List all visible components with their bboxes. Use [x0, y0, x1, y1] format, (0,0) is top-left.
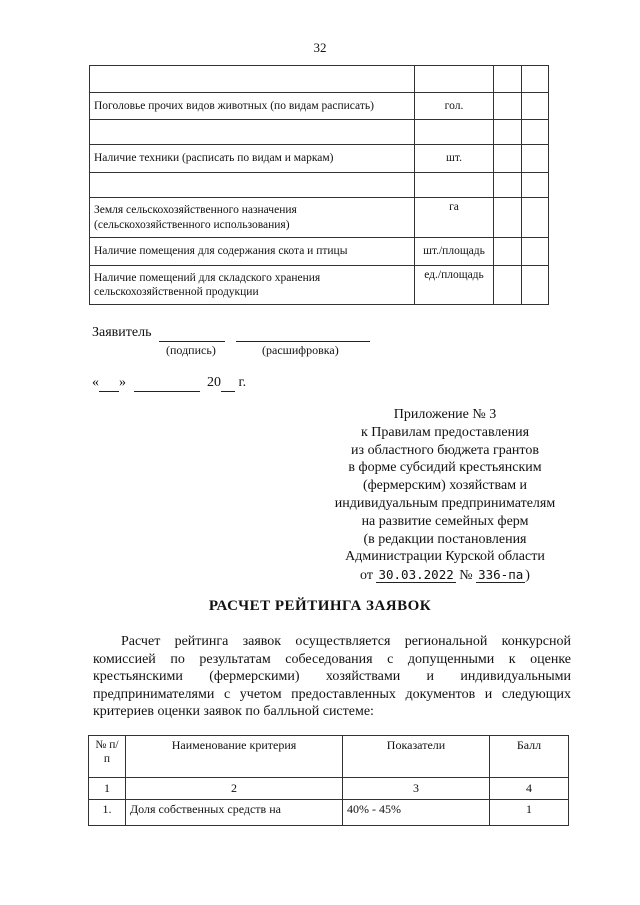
table-cell [90, 173, 415, 198]
year-prefix: 20 [207, 375, 221, 390]
table-row [90, 198, 549, 238]
table-cell: Поголовье прочих видов животных (по видам расписать) [90, 93, 415, 120]
table-cell: шт./площадь [415, 238, 494, 266]
appendix-line: Администрации Курской области [345, 549, 545, 565]
close-paren: ) [525, 568, 530, 584]
table-cell [494, 173, 522, 198]
appendix-header [320, 406, 570, 585]
row-score: 1 [490, 800, 569, 826]
table-cell: га [415, 198, 494, 238]
table-row [90, 238, 549, 266]
table-index-row [89, 778, 569, 800]
decree-number: 336-па [478, 567, 524, 583]
row-indicators: 40% - 45% [343, 800, 490, 826]
date-prefix: от [360, 568, 373, 584]
appendix-line: из областного бюджета грантов [351, 442, 539, 458]
table-cell [521, 66, 549, 93]
table-cell: ед./площадь [415, 266, 494, 305]
table-cell [494, 238, 522, 266]
table-cell [494, 66, 522, 93]
table-cell [521, 198, 549, 238]
appendix-line: (фермерским) хозяйствам и [362, 478, 528, 494]
appendix-line: Приложение № 3 [393, 407, 497, 422]
year-blank [221, 375, 235, 392]
table-cell [521, 145, 549, 173]
index-criterion: 2 [126, 778, 343, 800]
index-score: 4 [490, 778, 569, 800]
page-number: 32 [313, 40, 327, 55]
signature-blank [159, 325, 225, 342]
header-criterion: Наименование критерия [126, 736, 343, 778]
table-cell [90, 266, 415, 305]
resources-table [89, 65, 549, 305]
header-num: № п/п [89, 736, 126, 778]
cell-line: Наличие помещений для складского хранения [94, 271, 321, 284]
intro-paragraph: Расчет рейтинга заявок осуществляется региональной конкурсной комиссией по результатам собеседования с допущенными к оценке крестьянскими (фермерскими) хозяйствами и индивидуальными предпринимателями с учетом предоставленных документов и следующих критериев оценки заявок по балльной системе: [93, 634, 571, 720]
date-line [92, 375, 246, 392]
table-cell [521, 266, 549, 305]
table-row [90, 173, 549, 198]
decoding-caption: (расшифровка) [262, 343, 339, 357]
row-criterion: Доля собственных средств на [126, 800, 343, 826]
section-title: РАСЧЕТ РЕЙТИНГА ЗАЯВОК [208, 598, 432, 614]
appendix-line: на развитие семейных ферм [361, 513, 529, 529]
table-cell [90, 66, 415, 93]
table-row [90, 145, 549, 173]
year-suffix: г. [238, 375, 247, 390]
table-cell: Наличие помещения для содержания скота и птицы [90, 238, 415, 266]
table-cell [494, 145, 522, 173]
table-cell [521, 93, 549, 120]
index-indicators: 3 [343, 778, 490, 800]
cell-line: Земля сельскохозяйственного назначения [94, 204, 297, 217]
table-cell [415, 120, 494, 145]
date-close-quote: » [119, 375, 126, 390]
table-cell [90, 198, 415, 238]
appendix-line: индивидуальным предпринимателям [334, 495, 556, 511]
table-cell [521, 120, 549, 145]
table-cell [521, 173, 549, 198]
table-cell [415, 66, 494, 93]
table-row [90, 93, 549, 120]
table-row [89, 800, 569, 826]
table-cell [90, 120, 415, 145]
table-row [90, 266, 549, 305]
appendix-line: в форме субсидий крестьянским [348, 460, 542, 476]
decoding-blank [236, 325, 370, 342]
index-num: 1 [89, 778, 126, 800]
number-prefix: № [459, 568, 473, 584]
appendix-date-line [320, 566, 570, 585]
signature-caption: (подпись) [166, 343, 216, 357]
table-header-row [89, 736, 569, 778]
table-cell [415, 173, 494, 198]
month-blank [134, 375, 200, 392]
table-row [90, 120, 549, 145]
header-score: Балл [490, 736, 569, 778]
row-num: 1. [89, 800, 126, 826]
table-cell [494, 266, 522, 305]
table-row [90, 66, 549, 93]
table-cell [494, 93, 522, 120]
decree-date: 30.03.2022 [378, 567, 454, 583]
date-open-quote: « [92, 375, 99, 390]
table-cell [521, 238, 549, 266]
table-cell [494, 198, 522, 238]
appendix-line: к Правилам предоставления [360, 424, 530, 440]
applicant-signature-line [92, 325, 370, 342]
header-indicators: Показатели [343, 736, 490, 778]
applicant-label: Заявитель [92, 325, 152, 340]
table-cell: Наличие техники (расписать по видам и маркам) [90, 145, 415, 173]
criteria-table [88, 735, 569, 826]
table-cell: гол. [415, 93, 494, 120]
cell-line: (сельскохозяйственного использования) [94, 218, 290, 231]
appendix-line: (в редакции постановления [363, 531, 527, 547]
cell-line: сельскохозяйственной продукции [94, 286, 259, 298]
table-cell [494, 120, 522, 145]
table-cell: шт. [415, 145, 494, 173]
day-blank [99, 375, 119, 392]
